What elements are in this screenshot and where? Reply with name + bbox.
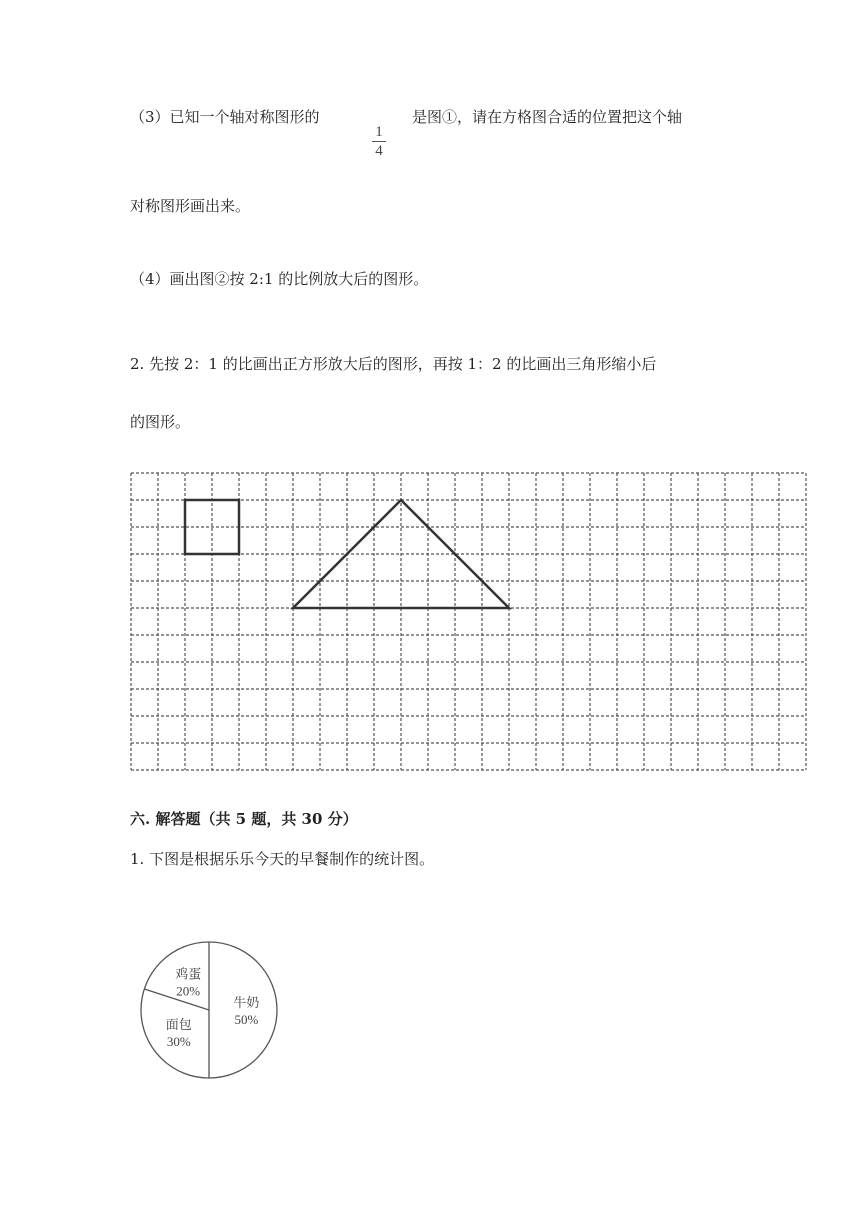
pie-label-2: 鸡蛋 xyxy=(175,966,202,982)
pie-value-0: 50% xyxy=(234,1012,259,1027)
pie-label-1: 面包 xyxy=(165,1016,192,1032)
pie-value-2: 20% xyxy=(176,983,201,999)
section6-heading: 六. 解答题（共 5 题，共 30 分） xyxy=(130,810,358,828)
pie-label-0: 牛奶 xyxy=(233,995,260,1010)
grid-lines xyxy=(131,473,806,770)
q3-text-c: 对称图形画出来。 xyxy=(130,197,251,215)
q4-text: （4）画出图②按 2:1 的比例放大后的图形。 xyxy=(130,270,429,288)
problem2-line1: 2. 先按 2：1 的比画出正方形放大后的图形，再按 1：2 的比画出三角形缩小后 xyxy=(130,355,657,373)
grid-figure[interactable] xyxy=(131,473,809,773)
q3-text-a: （3）已知一个轴对称图形的 xyxy=(130,108,320,126)
problem2-line2: 的图形。 xyxy=(130,413,191,431)
fraction-denominator: 4 xyxy=(375,143,383,159)
q3-text-b: 是图①，请在方格图合适的位置把这个轴 xyxy=(412,108,683,126)
pie-value-1: 30% xyxy=(166,1033,191,1049)
fraction-bar xyxy=(372,141,386,142)
pie-chart xyxy=(139,940,279,1080)
fraction-numerator: 1 xyxy=(375,124,383,140)
section6-q1: 1. 下图是根据乐乐今天的早餐制作的统计图。 xyxy=(130,850,435,868)
